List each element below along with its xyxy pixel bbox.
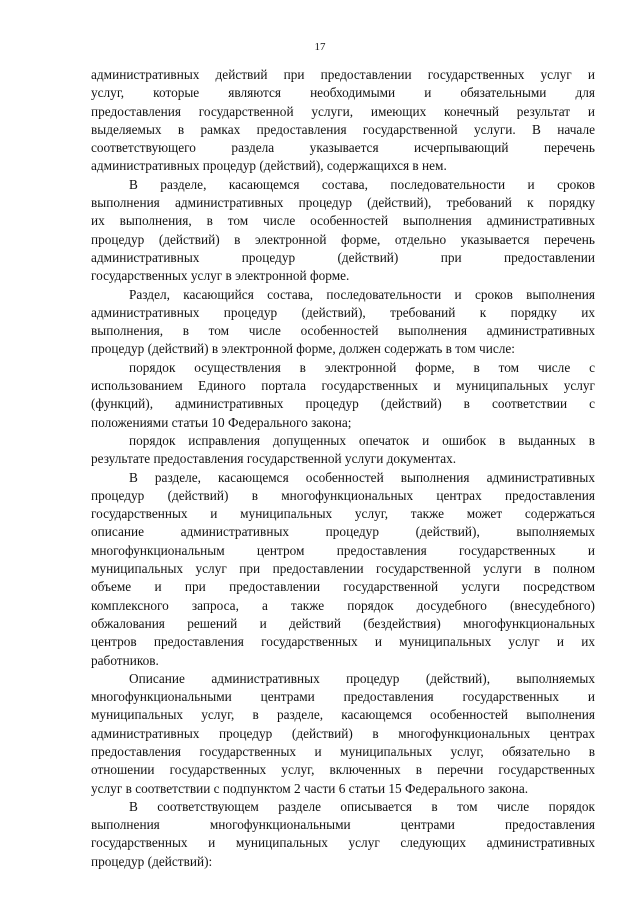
- text-line: использованием Единого портала государственных и муниципальных услуг: [91, 378, 595, 394]
- paragraph: [91, 469, 595, 670]
- text-line: работников.: [91, 652, 159, 668]
- text-line: В разделе, касающемся состава, последовательности и сроков: [129, 176, 595, 192]
- text-line: результате предоставления государственной услуги документах.: [91, 451, 457, 467]
- text-line: порядок исправления допущенных опечаток и ошибок в выданных в: [129, 432, 595, 448]
- text-line: многофункциональными центрами предоставления государственных и: [91, 689, 595, 705]
- text-line: процедур (действий) в электронной форме, отдельно указывается перечень: [91, 231, 595, 247]
- text-line: услуг, которые являются необходимыми и обязательными для: [91, 85, 595, 101]
- paragraph: [91, 286, 595, 359]
- text-line: положениями статьи 10 Федерального закона;: [91, 414, 352, 430]
- text-line: В соответствующем разделе описывается в том числе порядок: [129, 798, 595, 814]
- text-line: государственных и муниципальных услуг, также может содержаться: [91, 506, 595, 522]
- text-line: выделяемых в рамках предоставления государственной услуги. В начале: [91, 121, 595, 137]
- text-line: отношении государственных услуг, включенных в перечни государственных: [91, 762, 595, 778]
- text-line: (функций), административных процедур (действий) в соответствии с: [91, 396, 595, 412]
- text-line: их выполнения, в том числе особенностей выполнения административных: [91, 213, 595, 229]
- text-line: процедур (действий):: [91, 853, 213, 869]
- text-line: предоставления государственных и муниципальных услуг, обязательно в: [91, 743, 595, 759]
- paragraph: [91, 432, 595, 469]
- text-line: Раздел, касающийся состава, последовательности и сроков выполнения: [129, 286, 595, 302]
- text-line: предоставления государственной услуги, имеющих конечный результат и: [91, 103, 595, 119]
- text-line: описание административных процедур (действий), выполняемых: [91, 524, 595, 540]
- text-line: услуг в соответствии с подпунктом 2 части 6 статьи 15 Федерального закона.: [91, 780, 529, 796]
- text-line: муниципальных услуг, в разделе, касающемся особенностей выполнения: [91, 707, 595, 723]
- text-line: процедур (действий) в электронной форме, должен содержать в том числе:: [91, 341, 515, 357]
- text-line: выполнения многофункциональными центрами предоставления: [91, 817, 595, 833]
- text-line: Описание административных процедур (действий), выполняемых: [129, 670, 595, 686]
- page-number: 17: [314, 41, 326, 53]
- paragraph: [91, 66, 595, 176]
- text-line: административных процедур (действий), требований к порядку их: [91, 304, 595, 320]
- paragraph: [91, 670, 595, 798]
- text-line: муниципальных услуг при предоставлении государственной услуги в полном: [91, 561, 595, 577]
- text-line: административных процедур (действий) в многофункциональных центрах: [91, 725, 595, 741]
- paragraph: [91, 176, 595, 286]
- text-line: центров предоставления государственных и муниципальных услуг и их: [91, 634, 595, 650]
- text-line: комплексного запроса, а также порядок досудебного (внесудебного): [91, 597, 595, 613]
- text-line: порядок осуществления в электронной форме, в том числе с: [129, 359, 595, 375]
- document-body: [91, 66, 595, 871]
- text-line: соответствующего раздела указывается исчерпывающий перечень: [91, 140, 595, 156]
- text-line: выполнения, в том числе особенностей выполнения административных: [91, 323, 595, 339]
- text-line: процедур (действий) в многофункциональных центрах предоставления: [91, 487, 595, 503]
- text-line: объеме и при предоставлении государственной услуги посредством: [91, 579, 595, 595]
- text-line: В разделе, касающемся особенностей выполнения административных: [129, 469, 595, 485]
- text-line: административных процедур (действий) при предоставлении: [91, 249, 595, 265]
- text-line: административных процедур (действий), содержащихся в нем.: [91, 158, 447, 174]
- text-line: выполнения административных процедур (действий), требований к порядку: [91, 195, 595, 211]
- text-line: государственных услуг в электронной форме.: [91, 268, 350, 284]
- text-line: административных действий при предоставлении государственных услуг и: [91, 67, 595, 82]
- text-line: многофункциональным центром предоставления государственных и: [91, 542, 595, 558]
- text-line: государственных и муниципальных услуг следующих административных: [91, 835, 595, 851]
- paragraph: [91, 359, 595, 432]
- text-line: обжалования решений и действий (бездействия) многофункциональных: [91, 615, 595, 631]
- paragraph: [91, 798, 595, 871]
